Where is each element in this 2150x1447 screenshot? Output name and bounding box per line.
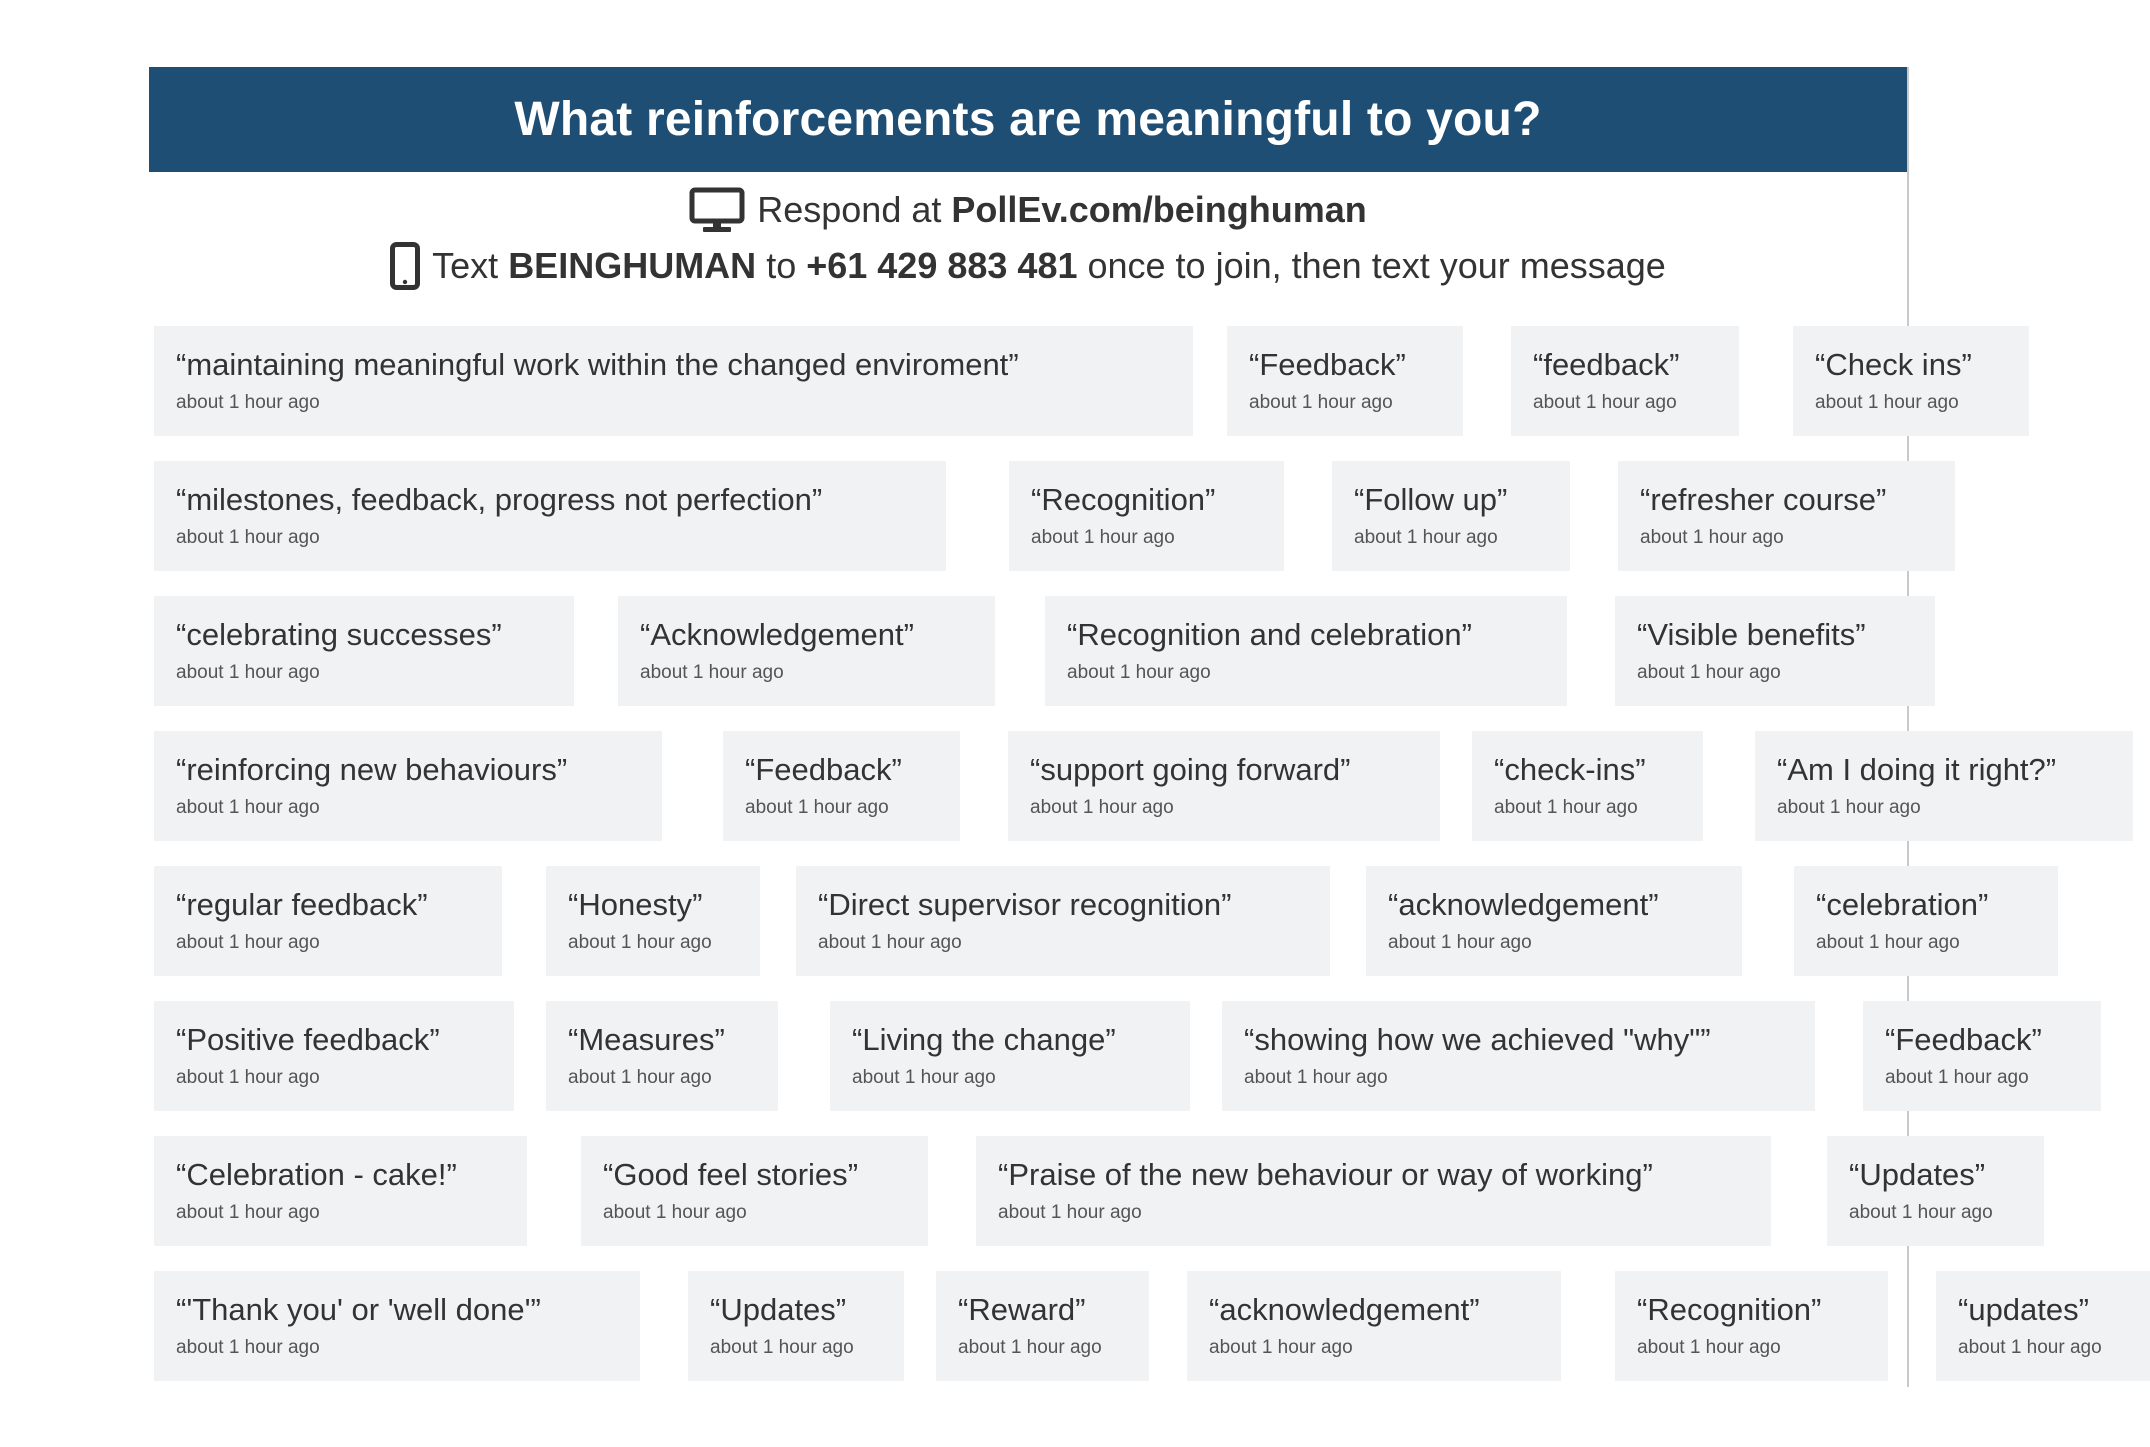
open-quote: “ bbox=[176, 347, 187, 382]
response-body: feedback bbox=[1543, 347, 1670, 382]
open-quote: “ bbox=[1533, 347, 1544, 382]
close-quote: ” bbox=[1635, 752, 1646, 787]
close-quote: ” bbox=[1461, 617, 1472, 652]
response-row bbox=[154, 731, 2057, 841]
response-card bbox=[1366, 866, 1742, 976]
open-quote: “ bbox=[1030, 752, 1041, 787]
close-quote: ” bbox=[1205, 482, 1216, 517]
open-quote: “ bbox=[568, 1022, 579, 1057]
response-text bbox=[1388, 886, 1722, 925]
response-text bbox=[1637, 1291, 1868, 1330]
close-quote: ” bbox=[1469, 1292, 1480, 1327]
sms-suffix-2: text your message bbox=[1371, 245, 1666, 286]
response-text bbox=[852, 1021, 1170, 1060]
close-quote: ” bbox=[1221, 887, 1232, 922]
response-body: Direct supervisor recognition bbox=[828, 887, 1222, 922]
response-body: Celebration - cake! bbox=[186, 1157, 447, 1192]
response-card bbox=[1793, 326, 2029, 436]
response-body: Follow up bbox=[1364, 482, 1498, 517]
response-body: celebration bbox=[1826, 887, 1978, 922]
response-card bbox=[976, 1136, 1771, 1246]
response-timestamp: about 1 hour ago bbox=[568, 1066, 712, 1088]
open-quote: “ bbox=[1777, 752, 1788, 787]
response-card bbox=[1755, 731, 2133, 841]
response-timestamp: about 1 hour ago bbox=[745, 796, 889, 818]
response-row bbox=[154, 1001, 2042, 1111]
response-text bbox=[176, 346, 1173, 385]
response-body: Recognition bbox=[1647, 1292, 1812, 1327]
web-url[interactable]: PollEv.com/beinghuman bbox=[951, 189, 1367, 230]
open-quote: “ bbox=[176, 482, 187, 517]
open-quote: “ bbox=[1244, 1022, 1255, 1057]
response-card bbox=[1618, 461, 1955, 571]
response-body: acknowledgement bbox=[1219, 1292, 1470, 1327]
response-card bbox=[154, 596, 574, 706]
close-quote: ” bbox=[891, 752, 902, 787]
response-timestamp: about 1 hour ago bbox=[568, 931, 712, 953]
response-body: Feedback bbox=[755, 752, 892, 787]
response-body: Visible benefits bbox=[1647, 617, 1856, 652]
response-timestamp: about 1 hour ago bbox=[1958, 1336, 2102, 1358]
response-timestamp: about 1 hour ago bbox=[1030, 796, 1174, 818]
response-timestamp: about 1 hour ago bbox=[176, 1066, 320, 1088]
response-card bbox=[688, 1271, 904, 1381]
open-quote: “ bbox=[603, 1157, 614, 1192]
close-quote: ” bbox=[1648, 887, 1659, 922]
response-body: milestones, feedback, progress not perfection bbox=[186, 482, 812, 517]
response-card bbox=[1936, 1271, 2150, 1381]
response-body: Updates bbox=[1859, 1157, 1975, 1192]
response-timestamp: about 1 hour ago bbox=[1816, 931, 1960, 953]
response-card bbox=[1187, 1271, 1561, 1381]
response-timestamp: about 1 hour ago bbox=[1885, 1066, 2029, 1088]
response-row bbox=[154, 1271, 2102, 1381]
response-timestamp: about 1 hour ago bbox=[1067, 661, 1211, 683]
close-quote: ” bbox=[556, 752, 568, 787]
response-card bbox=[1615, 596, 1935, 706]
response-text bbox=[710, 1291, 884, 1330]
response-body: Feedback bbox=[1895, 1022, 2032, 1057]
close-quote: ” bbox=[1669, 347, 1680, 382]
response-text bbox=[176, 1021, 494, 1060]
close-quote: ” bbox=[1340, 752, 1351, 787]
sms-keyword: BEINGHUMAN bbox=[508, 245, 757, 286]
open-quote: “ bbox=[1388, 887, 1399, 922]
response-body: Check ins bbox=[1825, 347, 1962, 382]
close-quote: ” bbox=[1811, 1292, 1822, 1327]
close-quote: ” bbox=[903, 617, 914, 652]
response-card bbox=[154, 731, 662, 841]
response-text bbox=[1533, 346, 1719, 385]
response-body: Am I doing it right? bbox=[1787, 752, 2046, 787]
response-card bbox=[154, 326, 1193, 436]
response-card bbox=[1511, 326, 1739, 436]
close-quote: ” bbox=[1105, 1022, 1116, 1057]
response-card bbox=[581, 1136, 928, 1246]
response-card bbox=[796, 866, 1330, 976]
response-timestamp: about 1 hour ago bbox=[852, 1066, 996, 1088]
response-body: Praise of the new behaviour or way of working bbox=[1008, 1157, 1643, 1192]
response-text bbox=[958, 1291, 1129, 1330]
monitor-icon bbox=[689, 187, 745, 233]
header-bar bbox=[149, 67, 1907, 172]
response-card bbox=[1009, 461, 1284, 571]
response-text bbox=[1849, 1156, 2024, 1195]
open-quote: “ bbox=[745, 752, 756, 787]
response-text bbox=[1030, 751, 1420, 790]
response-body: celebrating successes bbox=[186, 617, 492, 652]
response-text bbox=[1494, 751, 1683, 790]
response-text bbox=[1244, 1021, 1795, 1060]
response-body: Feedback bbox=[1259, 347, 1396, 382]
response-text bbox=[176, 886, 482, 925]
response-card bbox=[154, 1001, 514, 1111]
response-text bbox=[176, 616, 554, 655]
open-quote: “ bbox=[640, 617, 651, 652]
response-row bbox=[154, 326, 1972, 436]
response-timestamp: about 1 hour ago bbox=[818, 931, 962, 953]
open-quote: “ bbox=[176, 887, 187, 922]
close-quote: ” bbox=[1876, 482, 1887, 517]
close-quote: ” bbox=[429, 1022, 440, 1057]
close-quote: ” bbox=[1977, 887, 1989, 922]
open-quote: “ bbox=[1354, 482, 1365, 517]
response-timestamp: about 1 hour ago bbox=[1354, 526, 1498, 548]
response-card bbox=[154, 461, 946, 571]
response-timestamp: about 1 hour ago bbox=[1494, 796, 1638, 818]
response-timestamp: about 1 hour ago bbox=[1849, 1201, 1993, 1223]
response-timestamp: about 1 hour ago bbox=[1637, 661, 1781, 683]
close-quote: ” bbox=[530, 1292, 541, 1327]
response-text bbox=[603, 1156, 908, 1195]
close-quote: ” bbox=[835, 1292, 847, 1327]
response-card bbox=[723, 731, 960, 841]
open-quote: “ bbox=[1637, 1292, 1648, 1327]
response-body: Honesty bbox=[578, 887, 693, 922]
response-text bbox=[1958, 1291, 2130, 1330]
response-card bbox=[1863, 1001, 2101, 1111]
response-timestamp: about 1 hour ago bbox=[176, 1201, 320, 1223]
response-timestamp: about 1 hour ago bbox=[1209, 1336, 1353, 1358]
response-row bbox=[154, 1136, 1993, 1246]
response-timestamp: about 1 hour ago bbox=[1031, 526, 1175, 548]
response-text bbox=[176, 1156, 507, 1195]
response-timestamp: about 1 hour ago bbox=[998, 1201, 1142, 1223]
page-title: What reinforcements are meaningful to you? bbox=[514, 93, 1542, 146]
response-card bbox=[936, 1271, 1149, 1381]
response-timestamp: about 1 hour ago bbox=[176, 526, 320, 548]
response-timestamp: about 1 hour ago bbox=[1244, 1066, 1388, 1088]
response-body: 'Thank you' or 'well done' bbox=[186, 1292, 531, 1327]
response-timestamp: about 1 hour ago bbox=[603, 1201, 747, 1223]
response-body: Recognition bbox=[1041, 482, 1206, 517]
response-body: refresher course bbox=[1650, 482, 1877, 517]
response-card bbox=[154, 1271, 640, 1381]
response-timestamp: about 1 hour ago bbox=[958, 1336, 1102, 1358]
phone-icon bbox=[390, 242, 420, 290]
response-row bbox=[154, 461, 1909, 571]
response-card bbox=[1045, 596, 1567, 706]
response-body: regular feedback bbox=[186, 887, 418, 922]
response-card bbox=[1472, 731, 1703, 841]
close-quote: ” bbox=[491, 617, 502, 652]
response-text bbox=[568, 1021, 758, 1060]
response-body: updates bbox=[1968, 1292, 2079, 1327]
response-text bbox=[1777, 751, 2113, 790]
response-text bbox=[176, 1291, 620, 1330]
response-body: maintaining meaningful work within the changed enviroment bbox=[186, 347, 1009, 382]
response-text bbox=[176, 751, 642, 790]
response-body: Acknowledgement bbox=[650, 617, 904, 652]
response-text bbox=[640, 616, 975, 655]
response-card bbox=[1222, 1001, 1815, 1111]
response-timestamp: about 1 hour ago bbox=[1637, 1336, 1781, 1358]
close-quote: ” bbox=[714, 1022, 725, 1057]
open-quote: “ bbox=[710, 1292, 721, 1327]
response-text bbox=[1067, 616, 1547, 655]
close-quote: ” bbox=[1974, 1157, 1986, 1192]
open-quote: “ bbox=[958, 1292, 969, 1327]
open-quote: “ bbox=[1815, 347, 1826, 382]
open-quote: “ bbox=[176, 752, 187, 787]
close-quote: ” bbox=[446, 1157, 457, 1192]
response-card bbox=[1827, 1136, 2044, 1246]
close-quote: ” bbox=[2078, 1292, 2089, 1327]
response-row bbox=[154, 596, 1909, 706]
response-timestamp: about 1 hour ago bbox=[1533, 391, 1677, 413]
open-quote: “ bbox=[176, 1022, 187, 1057]
response-body: Positive feedback bbox=[186, 1022, 430, 1057]
response-body: check-ins bbox=[1504, 752, 1636, 787]
response-timestamp: about 1 hour ago bbox=[176, 796, 320, 818]
open-quote: “ bbox=[1640, 482, 1651, 517]
close-quote: ” bbox=[1642, 1157, 1653, 1192]
poll-slide bbox=[149, 67, 2102, 1387]
close-quote: ” bbox=[1497, 482, 1508, 517]
open-quote: “ bbox=[1885, 1022, 1896, 1057]
response-wall bbox=[154, 326, 2102, 1406]
response-timestamp: about 1 hour ago bbox=[640, 661, 784, 683]
open-quote: “ bbox=[1209, 1292, 1220, 1327]
close-quote: ” bbox=[1395, 347, 1406, 382]
response-card bbox=[154, 1136, 527, 1246]
close-quote: ” bbox=[2031, 1022, 2042, 1057]
open-quote: “ bbox=[1494, 752, 1505, 787]
close-quote: ” bbox=[1008, 347, 1019, 382]
open-quote: “ bbox=[1031, 482, 1042, 517]
sms-number: +61 429 883 481 bbox=[806, 245, 1078, 286]
response-body: reinforcing new behaviours bbox=[186, 752, 557, 787]
response-card bbox=[546, 1001, 778, 1111]
sms-instruction bbox=[149, 238, 1907, 294]
response-instructions bbox=[149, 172, 1907, 294]
response-card bbox=[618, 596, 995, 706]
response-timestamp: about 1 hour ago bbox=[1388, 931, 1532, 953]
response-text bbox=[176, 481, 926, 520]
open-quote: “ bbox=[1958, 1292, 1969, 1327]
close-quote: ” bbox=[692, 887, 703, 922]
response-body: Reward bbox=[968, 1292, 1076, 1327]
response-text bbox=[1815, 346, 2009, 385]
response-timestamp: about 1 hour ago bbox=[176, 661, 320, 683]
response-body: Measures bbox=[578, 1022, 715, 1057]
response-timestamp: about 1 hour ago bbox=[176, 931, 320, 953]
response-text bbox=[998, 1156, 1751, 1195]
response-text bbox=[1885, 1021, 2081, 1060]
sms-text: Text bbox=[432, 245, 499, 286]
response-card bbox=[1615, 1271, 1888, 1381]
response-timestamp: about 1 hour ago bbox=[1249, 391, 1393, 413]
response-timestamp: about 1 hour ago bbox=[710, 1336, 854, 1358]
response-text bbox=[1816, 886, 2038, 925]
open-quote: “ bbox=[176, 1292, 187, 1327]
response-body: Living the change bbox=[862, 1022, 1106, 1057]
close-quote: ” bbox=[1855, 617, 1866, 652]
response-card bbox=[154, 866, 502, 976]
response-text bbox=[568, 886, 740, 925]
response-body: acknowledgement bbox=[1398, 887, 1649, 922]
response-body: Good feel stories bbox=[613, 1157, 848, 1192]
open-quote: “ bbox=[1637, 617, 1648, 652]
response-text bbox=[1354, 481, 1550, 520]
open-quote: “ bbox=[998, 1157, 1009, 1192]
response-timestamp: about 1 hour ago bbox=[176, 391, 320, 413]
response-text bbox=[1637, 616, 1915, 655]
open-quote: “ bbox=[176, 617, 187, 652]
response-text bbox=[1640, 481, 1935, 520]
open-quote: “ bbox=[176, 1157, 187, 1192]
response-text bbox=[1031, 481, 1264, 520]
close-quote: ” bbox=[811, 482, 823, 517]
response-card bbox=[1008, 731, 1440, 841]
close-quote: ” bbox=[2045, 752, 2057, 787]
response-body: showing how we achieved "why" bbox=[1254, 1022, 1701, 1057]
response-card bbox=[546, 866, 760, 976]
response-body: Recognition and celebration bbox=[1077, 617, 1462, 652]
open-quote: “ bbox=[1816, 887, 1827, 922]
response-body: Updates bbox=[720, 1292, 836, 1327]
response-card bbox=[1332, 461, 1570, 571]
close-quote: ” bbox=[1075, 1292, 1086, 1327]
open-quote: “ bbox=[568, 887, 579, 922]
response-card bbox=[830, 1001, 1190, 1111]
close-quote: ” bbox=[1961, 347, 1972, 382]
close-quote: ” bbox=[1700, 1022, 1711, 1057]
response-timestamp: about 1 hour ago bbox=[1815, 391, 1959, 413]
response-card bbox=[1794, 866, 2058, 976]
response-text bbox=[745, 751, 940, 790]
response-body: support going forward bbox=[1040, 752, 1341, 787]
open-quote: “ bbox=[1849, 1157, 1860, 1192]
close-quote: ” bbox=[417, 887, 428, 922]
response-row bbox=[154, 866, 1989, 976]
response-timestamp: about 1 hour ago bbox=[1640, 526, 1784, 548]
sms-suffix-1: once to join, then bbox=[1087, 245, 1362, 286]
response-card bbox=[1227, 326, 1463, 436]
open-quote: “ bbox=[1249, 347, 1260, 382]
web-prefix: Respond at bbox=[757, 189, 942, 230]
response-text bbox=[1249, 346, 1443, 385]
response-text bbox=[818, 886, 1310, 925]
response-timestamp: about 1 hour ago bbox=[1777, 796, 1921, 818]
web-instruction bbox=[149, 182, 1907, 238]
sms-to: to bbox=[766, 245, 797, 286]
open-quote: “ bbox=[818, 887, 829, 922]
open-quote: “ bbox=[852, 1022, 863, 1057]
response-text bbox=[1209, 1291, 1541, 1330]
close-quote: ” bbox=[847, 1157, 859, 1192]
response-timestamp: about 1 hour ago bbox=[176, 1336, 320, 1358]
open-quote: “ bbox=[1067, 617, 1078, 652]
